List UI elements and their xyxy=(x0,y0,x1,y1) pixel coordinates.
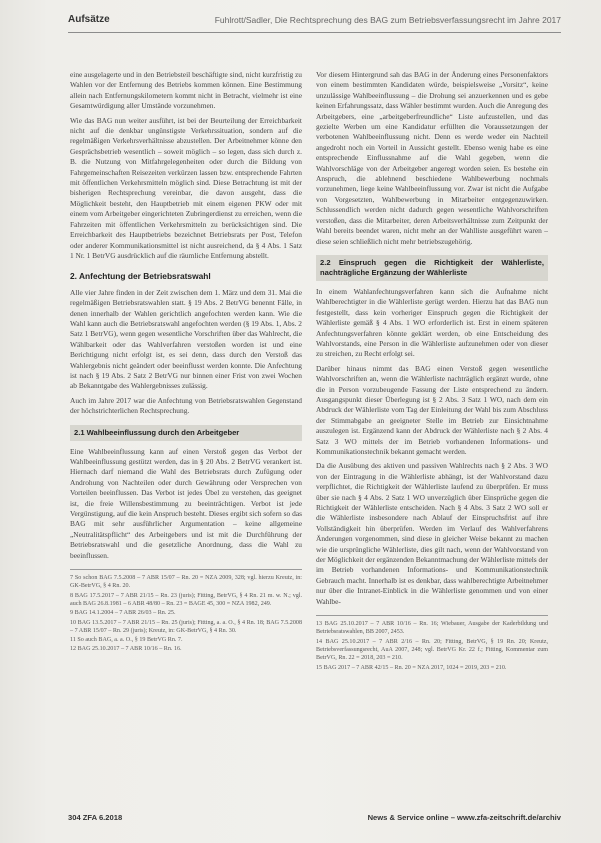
page-footer xyxy=(68,813,561,825)
footer-prefix: News & Service online – xyxy=(367,813,458,822)
footnote: 9 BAG 14.1.2004 – 7 ABR 26/03 – Rn. 25. xyxy=(70,610,176,617)
section-heading: 2. Anfechtung der Betriebsratswahl xyxy=(70,271,211,282)
running-title: Fuhlrott/Sadler, Die Rechtsprechung des BAG zum Betriebsverfassungsrecht im Jahre 2017 xyxy=(214,15,561,25)
paragraph: Da die Ausübung des aktiven und passiven Wahlrechts nach § 2 Abs. 3 WO von der Eintragung in die Wählerliste abhängt, ist der Wahlvorstand dazu verpflichtet, die Richtigkeit der Wählerliste laufend zu überprüfen. Er muss über sie nach § 4 Abs. 2 Satz 1 WO unverzüglich über Einsprüche gegen die Richtigkeit der Wählerliste entscheiden. Nach § 4 Abs. 3 Satz 2 WO soll er die Wählerliste insbesondere nach Ablauf der Einspruchsfrist auf ihre Vollständigkeit hin überprüfen. Werden im Verlauf des Wahlverfahrens Änderungen vorgenommen, sind diese in gleicher Weise bekannt zu machen wie die ursprüngliche Wählerliste, dies gilt nach, wenn der Wahlvorstand von der Möglichkeit der ergänzenden Bekanntmachung der Wählerliste mittels der im Betrieb vorhandenen Informations- und Kommunikationstechnik Gebrauch macht. Innerhalb ist es denkbar, dass wahlberechtigte Arbeitnehmer nur über die Intranet-Einblick in die Wählerliste genommen und von einer Wahlbe- xyxy=(316,461,548,606)
subsection-heading: 2.1 Wahlbeeinflussung durch den Arbeitgeber xyxy=(70,425,302,441)
footnotes-right xyxy=(316,615,548,672)
footnote: 14 BAG 25.10.2017 – 7 ABR 2/16 – Rn. 20; Fitting, BetrVG, § 19 Rn. 20; Kreutz, Betriebsverfassungsrecht, AuA 2007, 248; vgl. BetrVG Kr. 22 f.; Fitting, Kommentar zum BetrVG, Rn. 22 = 2018, 203 = 210. xyxy=(316,638,548,662)
footnote: 15 BAG 2017 – 7 ABR 42/15 – Rn. 20 = NZA 2017, 1024 = 2019, 203 = 210. xyxy=(316,664,507,671)
paragraph: eine ausgelagerte und in den Betriebsteil beschäftigte sind, nicht kurzfristig zu Wahlen vor der Entfernung des Betriebs kommen können. Eine Bestimmung allein nach Entfernungskilometern kommt nicht in Betracht, vielmehr ist eine Gesamtwürdigung aller Umstände vorzunehmen. xyxy=(70,70,302,111)
paragraph: Vor diesem Hintergrund sah das BAG in der Änderung eines Personenfaktors von einem bestimmten Kandidaten würde, beispielsweise „Vorsitz“, keine unzulässige Wahlbeeinflussung – die Drohung sei anzuerkennen und es gebe keinen Erfahrungssatz, dass Wähler bestimmt wurden. Auch die Anregung des Arbeitgebers, eine „arbeitgeberfreundliche“ Liste aufzustellen, und das gezielte Werben um eine Kandidatur erfüllten die Voraussetzungen der verbotenen Wahlbeeinflussung nicht. Denn es werde weder ein Nachteil angedroht noch ein Vorteil in Aussicht gestellt. Ebenso wenig habe es eine entsprechende Einflussnahme auf die Wahl gegeben, wenn die Wahlvorschläge von der Arbeitgeber angeregt worden seien. Es bestehe ein Anspruch, die ablehnend beschiedene Wahlbewerbung nochmals vorzunehmen, liege keine Wahlbeeinflussung vor. Zwar ist nicht die Aufgabe von Vorgesetzten, Wahlbewerbung in Mitarbeiter entgegenzuwirken. Schlussendlich werden nicht dadurch gegen wesentliche Wahlvorschriften verstoßen, dass die Mitarbeiter, deren Arbeitsverhältnisse zum Zeitpunkt der Wahl bereits beendet waren, nicht mehr an der Wahlliste ausgeführt waren – diese seien schließlich nicht mehr betriebszugehörig. xyxy=(316,70,548,246)
paragraph: Darüber hinaus nimmt das BAG einen Verstoß gegen wesentliche Wahlvorschriften an, wenn die Wählerliste nachträglich ergänzt wurde, ohne die in Person vorzubeugende Fassung der Liste entsprechend zu ändern. Ausgangspunkt dieser Überlegung ist § 2 Abs. 3 Satz 1 WO, nach dem ein Abdruck der Wählerliste vom Tag der Einleitung der Wahl bis zum Abschluss der Stimmabgabe an geeigneter Stelle im Betrieb zur Einsichtnahme auszulegen ist. Ergänzend kann der Abdruck der Wählerliste nach § 2 Abs. 4 Satz 3 WO mittels der im Betrieb vorhandenen Informations- und Kommunikationstechnik bekannt gemacht werden. xyxy=(316,363,548,456)
paragraph: Auch im Jahre 2017 war die Anfechtung von Betriebsratswahlen Gegenstand der höchstrichterlichen Rechtsprechung. xyxy=(70,395,302,416)
footer-link-line xyxy=(368,813,561,822)
left-column xyxy=(70,70,302,655)
footnote: 7 So schon BAG 7.5.2008 – 7 ABR 15/07 – Rn. 20 = NZA 2009, 328; vgl. hierzu Kreutz, in: GK-BetrVG, § 4 Rn. 20. xyxy=(70,575,302,590)
right-column xyxy=(316,70,548,673)
paragraph: Alle vier Jahre finden in der Zeit zwischen dem 1. März und dem 31. Mai die regelmäßigen Betriebsratswahlen statt. § 19 Abs. 2 BetrVG benennt Fälle, in denen innerhalb der Wahlen gerichtlich angefochten werden kann. Wie die Wahl kann auch die Betriebsratswahl angefochten werden (§ 19 Abs. 1, Abs. 2 Satz 1 BetrVG), wenn gegen wesentliche Vorschriften über das Wahlrecht, die Wählbarkeit oder das Wahlverfahren verstoßen worden ist und eine Berichtigung nicht erfolgt ist, es sei denn, dass durch den Verstoß das Wahlergebnis nicht geändert oder beeinflusst werden konnte. Die Anfechtung ist nach § 19 Abs. 2 Satz 2 BetrVG nur binnen einer Frist von zwei Wochen ab Bekanntgabe des Wahlergebnisses zulässig. xyxy=(70,287,302,391)
footnote: 13 BAG 25.10.2017 – 7 ABR 10/16 – Rn. 16; Wiebauer, Ausgabe der Kaderbildung und Betriebsratswahlen, BB 2007, 2453. xyxy=(316,621,548,636)
subsection-heading: 2.2 Einspruch gegen die Richtigkeit der Wählerliste, nachträgliche Ergänzung der Wählerliste xyxy=(316,255,548,281)
page-header xyxy=(68,14,561,33)
footnote: 12 BAG 25.10.2017 – 7 ABR 10/16 – Rn. 16. xyxy=(70,646,182,653)
footnote: 11 So auch BAG, a. a. O., § 19 BetrVG Rn. 7. xyxy=(70,637,183,644)
paragraph: Wie das BAG nun weiter ausführt, ist bei der Beurteilung der Erreichbarkeit nicht auf die denkbar ungünstigste Verkehrssituation, sondern auf die regelmäßigen Verkehrsverhältnisse abzustellen. Der Arbeitnehmer könne den Gesprächsbetrieb wesentlich – soweit möglich – so legen, dass sich durch z. B. die Nutzung von Mitfahrgelegenheiten oder durch die Bildung von Fahrgemeinschaften Reisezeiten verkürzen lassen bzw. entsprechende Fahrten mit öffentlichen Verkehrsmitteln möglich sind. Diese Betrachtung ist mit der bisherigen Rechtsprechung vereinbar, die davon ausgeht, dass die Möglichkeit besteht, den Hauptbetrieb mit einem eigenen PKW oder mit einem vom Arbeitgeber eingerichteten Zubringerdienst zu erreichen, wenn die Fahrzeiten mit öffentlichen Verkehrsmitteln zu berücksichtigen sind. Die Erreichbarkeit des Hauptbetriebs bezeichnet Betriebsrats per Post, Telefon oder anderer Kommunikationsmittel ist nicht ausreichend, da § 4 Abs. 1 Satz 1 Nr. 1 BetrVG ausdrücklich auf die räumliche Entfernung abstellt. xyxy=(70,115,302,260)
paragraph: Eine Wahlbeeinflussung kann auf einen Verstoß gegen das Verbot der Wahlbeeinflussung gestützt werden, das in § 20 Abs. 2 BetrVG verankert ist. Hiernach darf niemand die Wahl des Betriebsrats durch Zufügung oder Androhung von Nachteilen oder durch Gewährung oder Versprechen von Vorteilen beeinflussen. Das Verbot ist jedes Übel zu verstehen, das geeignet ist, die freie Willensbestimmung zu beeinträchtigen. Verbot ist jede Vergünstigung, auf die kein Anspruch besteht. Dieses ergibt sich sofern so das BAG mit sehr ausführlicher Argumentation – keine allgemeine „Neutralitätspflicht“ des Arbeitgebers und ist mit die Durchführung der Betriebsratswahl und die gesetzliche Anordnung, dass die Wahl zu beeinflussen. xyxy=(70,446,302,560)
paragraph: In einem Wahlanfechtungsverfahren kann sich die Aufnahme nicht Wahlberechtigter in die Wählerliste gerügt werden. Hierzu hat das BAG nun festgestellt, dass kein vorheriger Einspruch gegen die Richtigkeit der Wählerliste gemäß § 4 Abs. 1 WO erforderlich ist. Erst in einem späteren Anfechtungsverfahren könnte geklärt werden, ob eine Entscheidung des Wahlvorstands, eine Person in die Wählerliste aufzunehmen oder von dieser zu streichen, zu Recht erfolgt sei. xyxy=(316,286,548,359)
section-label: Aufsätze xyxy=(68,14,110,25)
page-number-journal: 304 ZFA 6.2018 xyxy=(68,813,123,822)
footnotes-left xyxy=(70,569,302,654)
archive-link[interactable]: www.zfa-zeitschrift.de/archiv xyxy=(457,813,561,822)
footnote: 10 BAG 13.5.2017 – 7 ABR 21/15 – Rn. 25 (juris); Fitting, a. a. O., § 4 Rn. 18; BAG 7.5.2008 – 7 ABR 15/07 – Rn. 29 (juris); Kreutz, in: GK-BetrVG, § 4 Rn. 30. xyxy=(70,619,302,634)
footnote: 8 BAG 17.5.2017 – 7 ABR 21/15 – Rn. 23 (juris); Fitting, BetrVG, § 4 Rn. 21 m. w. N.; vgl. auch BAG 26.8.1981 – 6 ABR 48/80 – Rn. 23 = BAGE 45, 300 = NZA 1982, 249. xyxy=(70,592,302,607)
